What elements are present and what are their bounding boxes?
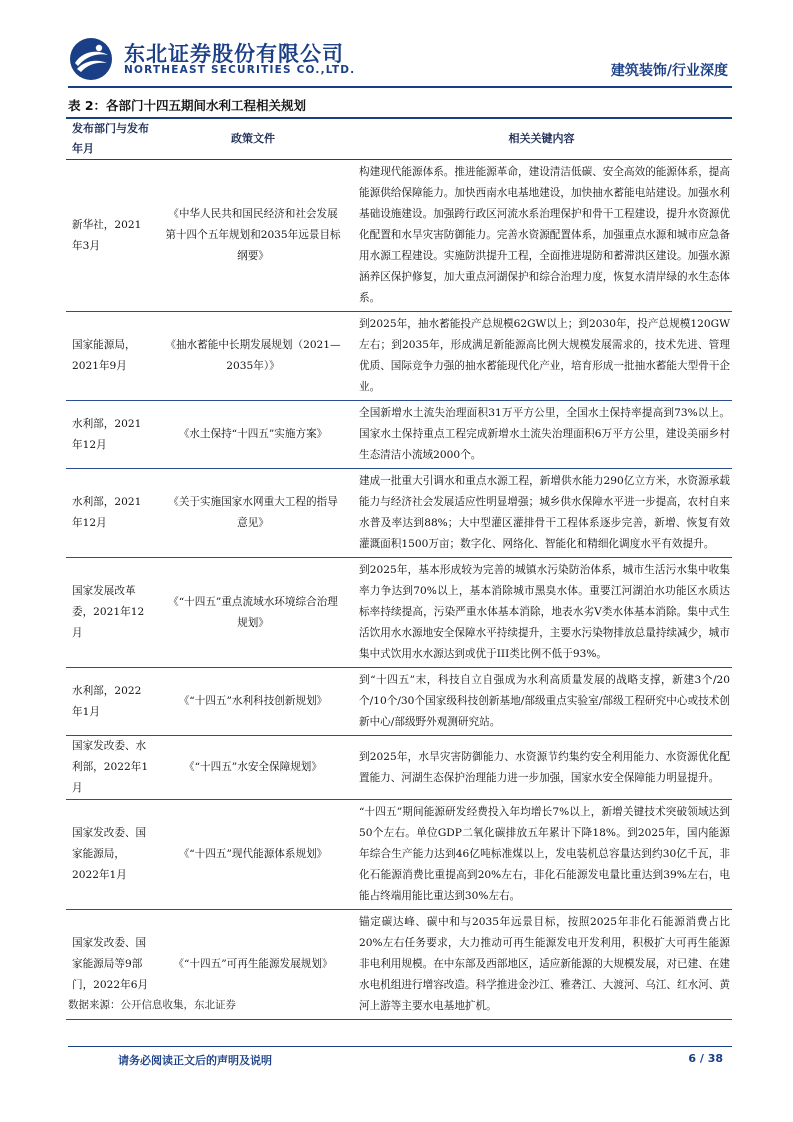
footer-divider <box>68 1046 732 1047</box>
table-row <box>66 312 732 401</box>
column-header-content: 相关关键内容 <box>508 132 575 145</box>
data-source-note: 数据来源：公开信息收集，东北证券 <box>68 999 236 1011</box>
table-header-row <box>66 118 732 160</box>
dept-cell: 国家发展改革委，2021年12月 <box>72 585 145 639</box>
dept-cell: 国家发改委、国家能源局，2022年1月 <box>72 827 147 881</box>
doc-cell: 《“十四五”重点流域水环境综合治理规划》 <box>168 595 338 629</box>
dept-cell: 水利部，2021年12月 <box>72 496 142 529</box>
dept-cell: 新华社，2021年3月 <box>72 218 142 252</box>
table-row <box>66 736 732 800</box>
content-cell: 到2025年，水旱灾害防御能力、水资源节约集约安全利用能力、水资源优化配置能力、河湖生态保护治理能力进一步加强，国家水安全保障能力明显提升。 <box>359 750 730 784</box>
table-row <box>66 558 732 668</box>
company-name-cn: 东北证券股份有限公司 <box>124 42 344 66</box>
policy-table <box>66 117 732 1020</box>
content-cell: 到2025年，抽水蓄能投产总规模62GW以上；到2030年，投产总规模120GW左右；到2035年，形成满足新能源高比例大规模发展需求的，技术先进、管理优质、国际竞争力强的抽水蓄能现代化产业，培育形成一批抽水蓄能大型骨干企业。 <box>359 318 730 393</box>
doc-cell: 《“十四五”水安全保障规划》 <box>184 761 322 773</box>
content-cell: 到2025年，基本形成较为完善的城镇水污染防治体系，城市生活污水集中收集率力争达到70%以上，基本消除城市黑臭水体。重要江河湖泊水功能区水质达标率持续提高，污染严重水体基本消除，地表水劣V类水体基本消除。集中式生活饮用水水源地安全保障水平持续提升，主要水污染物排放总量持续减少，城市集中式饮用水水源达到或优于III类比例不低于93%。 <box>359 564 730 660</box>
doc-cell: 《关于实施国家水网重大工程的指导意见》 <box>168 496 338 529</box>
content-cell: “十四五”期间能源研发经费投入年均增长7%以上，新增关键技术突破领域达到50个左右。单位GDP二氧化碳排放五年累计下降18%。到2025年，国内能源年综合生产能力达到46亿吨标准煤以上，发电装机总容量达到约30亿千瓦，非化石能源消费比重提高到20%左右，非化石能源发电量比重达到39%左右，电能占终端用能比重达到30%左右。 <box>359 806 730 902</box>
content-cell: 锚定碳达峰、碳中和与2035年远景目标，按照2025年非化石能源消费占比20%左右任务要求，大力推动可再生能源发电开发利用，积极扩大可再生能源非电利用规模。在中东部及西部地区，适应新能源的大规模发展，对已建、在建水电机组进行增容改造。科学推进金沙江、雅砻江、大渡河、乌江、红水河、黄河上游等主要水电基地扩机。 <box>359 916 730 1012</box>
page-number: 6 / 38 <box>688 1052 723 1065</box>
report-category: 建筑装饰/行业深度 <box>610 63 728 79</box>
disclaimer-notice: 请务必阅读正文后的声明及说明 <box>118 1054 272 1067</box>
page-header <box>68 36 730 86</box>
content-cell: 构建现代能源体系。推进能源革命，建设清洁低碳、安全高效的能源体系，提高能源供给保障能力。加快西南水电基地建设，加快抽水蓄能电站建设。加强水利基础设施建设。加强跨行政区河流水系治理保护和骨干工程建设，提升水资源优化配置和水旱灾害防御能力。完善水资源配置体系，加强重点水源和城市应急备用水源工程建设。实施防洪提升工程，全面推进堤防和蓄滞洪区建设。加强水源涵养区保护修复，加大重点河湖保护和综合治理力度，恢复水清岸绿的水生态体系。 <box>359 166 730 304</box>
table-row <box>66 668 732 736</box>
table-title: 表 2：各部门十四五期间水利工程相关规划 <box>68 98 307 113</box>
column-header-dept: 发布部门与发布年月 <box>72 122 149 155</box>
doc-cell: 《水土保持“十四五”实施方案》 <box>178 428 328 440</box>
doc-cell: 《中华人民共和国民经济和社会发展第十四个五年规划和2035年远景目标纲要》 <box>165 208 341 262</box>
company-name-en: NORTHEAST SECURITIES CO.,LTD. <box>124 64 356 76</box>
table-row <box>66 800 732 910</box>
doc-cell: 《抽水蓄能中长期发展规划（2021—2035年）》 <box>165 339 341 372</box>
dept-cell: 国家发改委、水利部，2022年1月 <box>72 740 149 794</box>
dept-cell: 水利部，2021年12月 <box>72 417 142 451</box>
content-cell: 到“十四五”末，科技自立自强成为水利高质量发展的战略支撑，新建3个/20个/10个/30个国家级科技创新基地/部级重点实验室/部级工程研究中心或技术创新中心/部级野外观测研究站。 <box>359 674 730 728</box>
column-header-doc: 政策文件 <box>231 132 275 145</box>
content-cell: 建成一批重大引调水和重点水源工程，新增供水能力290亿立方米，水资源承载能力与经济社会发展适应性明显增强；城乡供水保障水平进一步提高，农村自来水普及率达到88%；大中型灌区灌排骨干工程体系逐步完善，新增、恢复有效灌溉面积1500万亩；数字化、网络化、智能化和精细化调度水平有效提升。 <box>359 475 730 550</box>
content-cell: 全国新增水土流失治理面积31万平方公里，全国水土保持率提高到73%以上。国家水土保持重点工程完成新增水土流失治理面积6万平方公里，建设美丽乡村生态清洁小流域2000个。 <box>359 407 730 461</box>
doc-cell: 《“十四五”可再生能源发展规划》 <box>173 958 333 970</box>
table-row <box>66 469 732 558</box>
dept-cell: 国家发改委、国家能源局等9部门，2022年6月 <box>72 937 149 991</box>
table-row <box>66 401 732 469</box>
doc-cell: 《“十四五”现代能源体系规划》 <box>178 848 328 860</box>
doc-cell: 《“十四五”水利科技创新规划》 <box>178 695 328 707</box>
dept-cell: 国家能源局，2021年9月 <box>72 339 136 372</box>
northeast-securities-logo <box>68 36 114 82</box>
dept-cell: 水利部，2022年1月 <box>72 684 142 718</box>
table-row <box>66 160 732 312</box>
header-divider <box>68 86 732 88</box>
